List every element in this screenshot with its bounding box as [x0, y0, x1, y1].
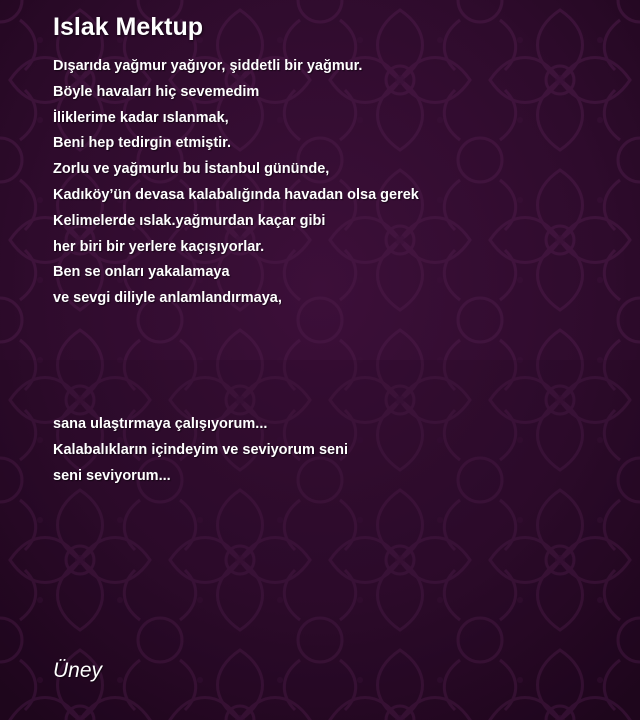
- poem-author: Üney: [53, 659, 103, 682]
- poem-line: sana ulaştırmaya çalışıyorum...: [53, 416, 268, 432]
- poem-line: Kadıköy’ün devasa kalabalığında havadan olsa gerek: [53, 186, 419, 203]
- poem-line: her biri bir yerlere kaçışıyorlar.: [53, 238, 265, 255]
- poem-stanza-2: [53, 412, 348, 489]
- poem-line: Ben se onları yakalamaya: [53, 264, 230, 281]
- poem-title: Islak Mektup: [53, 13, 204, 41]
- poem-line: İliklerime kadar ıslanmak,: [53, 109, 229, 126]
- poem-line: Kalabalıkların içindeyim ve seviyorum seni: [53, 441, 348, 458]
- poem-line: Böyle havaları hiç sevemedim: [53, 83, 260, 100]
- poem-line: Dışarıda yağmur yağıyor, şiddetli bir yağmur.: [53, 58, 363, 74]
- poem-line: Kelimelerde ıslak.yağmurdan kaçar gibi: [53, 212, 326, 229]
- poem-line: Beni hep tedirgin etmiştir.: [53, 135, 232, 152]
- poem-stanza-1: [53, 54, 419, 312]
- poem-line: Zorlu ve yağmurlu bu İstanbul gününde,: [53, 161, 330, 178]
- poem-line: ve sevgi diliyle anlamlandırmaya,: [53, 290, 282, 307]
- poem-line: seni seviyorum...: [53, 467, 171, 484]
